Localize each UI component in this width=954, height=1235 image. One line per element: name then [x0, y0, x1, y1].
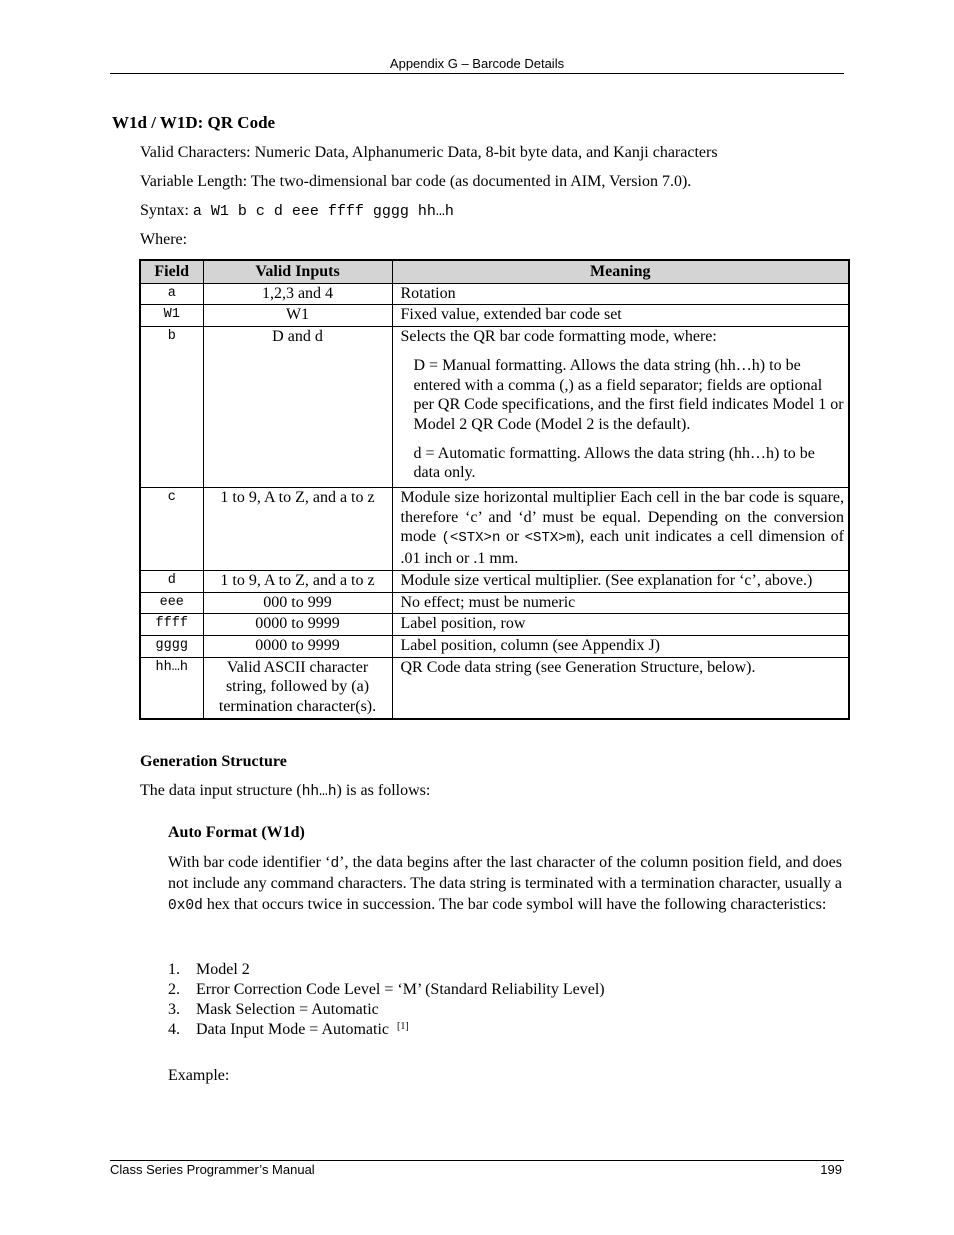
meaning-cell: Module size vertical multiplier. (See explanation for ‘c’, above.) — [392, 570, 849, 592]
desc-code: hh…h — [301, 784, 337, 800]
meaning-cell: Label position, column (see Appendix J) — [392, 635, 849, 657]
manual-format-desc: D = Manual formatting. Allows the data string (hh…h) to be entered with a comma (,) as a field separator; fields are optional per QR Code specifications, and the first field indicates Model 1 or Model 2 QR Code (Model 2 is the default). — [413, 356, 844, 433]
meaning-text: Module size horizontal multiplier Each cell in the bar code is square, therefore ‘c’ and ‘d’ must be equal. Depending on the conversion mode — [400, 489, 844, 546]
list-text-main: Data Input Mode = Automatic — [196, 1021, 393, 1038]
para-code-d: d — [330, 856, 340, 872]
para-text: With bar code identifier ‘ — [168, 854, 331, 871]
field-table — [139, 259, 850, 720]
field-cell: ffff — [140, 614, 203, 636]
meaning-cell: No effect; must be numeric — [392, 592, 849, 614]
auto-format-desc: d = Automatic formatting. Allows the data string (hh…h) to be data only. — [413, 444, 815, 482]
inputs-cell: 1 to 9, A to Z, and a to z — [203, 570, 392, 592]
footnote-ref: [1] — [396, 1021, 409, 1032]
generation-structure-title: Generation Structure — [140, 753, 287, 770]
table-row — [140, 283, 849, 305]
meaning-text: Selects the QR bar code formatting mode, where: — [400, 328, 717, 346]
variable-length-text: Variable Length: The two-dimensional bar code (as documented in AIM, Version 7.0). — [140, 173, 692, 190]
list-text — [196, 1020, 409, 1040]
table-row — [140, 614, 849, 636]
stx-n-code: (<STX>n — [441, 530, 501, 547]
list-item — [168, 1000, 605, 1020]
meaning-cell — [392, 327, 849, 488]
inputs-cell: 000 to 999 — [203, 592, 392, 614]
meaning-cell: Rotation — [392, 283, 849, 305]
inputs-cell: 1 to 9, A to Z, and a to z — [203, 488, 392, 571]
inputs-cell: Valid ASCII character string, followed by (a) termination character(s). — [203, 657, 392, 719]
stx-m-code: <STX>m — [524, 530, 576, 547]
field-cell: d — [140, 570, 203, 592]
meaning-cell — [392, 488, 849, 571]
characteristics-list — [168, 960, 605, 1040]
field-cell: hh…h — [140, 657, 203, 719]
syntax-label: Syntax: — [140, 202, 193, 219]
footer-rule — [110, 1160, 844, 1161]
table-row — [140, 327, 849, 488]
table-row — [140, 305, 849, 327]
desc-text: The data input structure ( — [140, 782, 302, 799]
inputs-cell: D and d — [203, 327, 392, 488]
generation-structure-desc — [140, 781, 430, 802]
header-rule — [110, 73, 844, 74]
page-number: 199 — [820, 1162, 842, 1177]
section-title: W1d / W1D: QR Code — [112, 113, 276, 132]
where-label: Where: — [140, 231, 188, 248]
field-cell: b — [140, 327, 203, 488]
list-text: Model 2 — [196, 961, 250, 978]
header-meaning: Meaning — [392, 260, 849, 283]
para-text: ’, the data begins after the last character of the column position field, and does not include any command characters. The data string is terminated with a termination character, usually a — [168, 854, 843, 893]
meaning-cell: Fixed value, extended bar code set — [392, 305, 849, 327]
inputs-cell: W1 — [203, 305, 392, 327]
meaning-text: or — [500, 528, 525, 546]
auto-format-paragraph — [168, 853, 842, 916]
inputs-cell: 1,2,3 and 4 — [203, 283, 392, 305]
para-code-hex: 0x0d — [168, 897, 203, 914]
list-number: 3. — [168, 1001, 180, 1018]
list-item — [168, 1020, 605, 1040]
field-cell: eee — [140, 592, 203, 614]
meaning-cell: Label position, row — [392, 614, 849, 636]
meaning-cell: QR Code data string (see Generation Structure, below). — [392, 657, 849, 719]
inputs-cell: 0000 to 9999 — [203, 614, 392, 636]
field-cell: gggg — [140, 635, 203, 657]
syntax-code: a W1 b c d eee ffff gggg hh…h — [192, 203, 454, 220]
field-cell: c — [140, 488, 203, 571]
page-header: Appendix G – Barcode Details — [389, 56, 565, 71]
inputs-cell: 0000 to 9999 — [203, 635, 392, 657]
list-item — [168, 980, 605, 1000]
table-row — [140, 570, 849, 592]
footer-manual-title: Class Series Programmer’s Manual — [110, 1162, 315, 1177]
header-valid-inputs: Valid Inputs — [203, 260, 392, 283]
list-text: Mask Selection = Automatic — [196, 1001, 379, 1018]
table-header-row — [140, 260, 849, 283]
meaning-text: ), each unit indicates a cell dimension of .01 inch or .1 mm. — [400, 528, 845, 568]
valid-characters-text: Valid Characters: Numeric Data, Alphanumeric Data, 8-bit byte data, and Kanji characters — [140, 144, 718, 161]
syntax-line — [140, 201, 454, 222]
list-number: 4. — [168, 1021, 180, 1038]
table-row — [140, 657, 849, 719]
table-row — [140, 635, 849, 657]
list-text: Error Correction Code Level = ‘M’ (Standard Reliability Level) — [196, 981, 605, 998]
para-text: hex that occurs twice in succession. The bar code symbol will have the following characteristics: — [202, 895, 827, 913]
auto-format-title: Auto Format (W1d) — [168, 824, 305, 841]
field-cell: W1 — [140, 305, 203, 327]
list-item — [168, 960, 605, 980]
field-cell: a — [140, 283, 203, 305]
example-label: Example: — [168, 1067, 230, 1084]
header-field: Field — [140, 260, 203, 283]
list-number: 2. — [168, 981, 180, 998]
table-row — [140, 488, 849, 571]
desc-text: ) is as follows: — [336, 782, 431, 799]
table-row — [140, 592, 849, 614]
list-number: 1. — [168, 961, 180, 978]
